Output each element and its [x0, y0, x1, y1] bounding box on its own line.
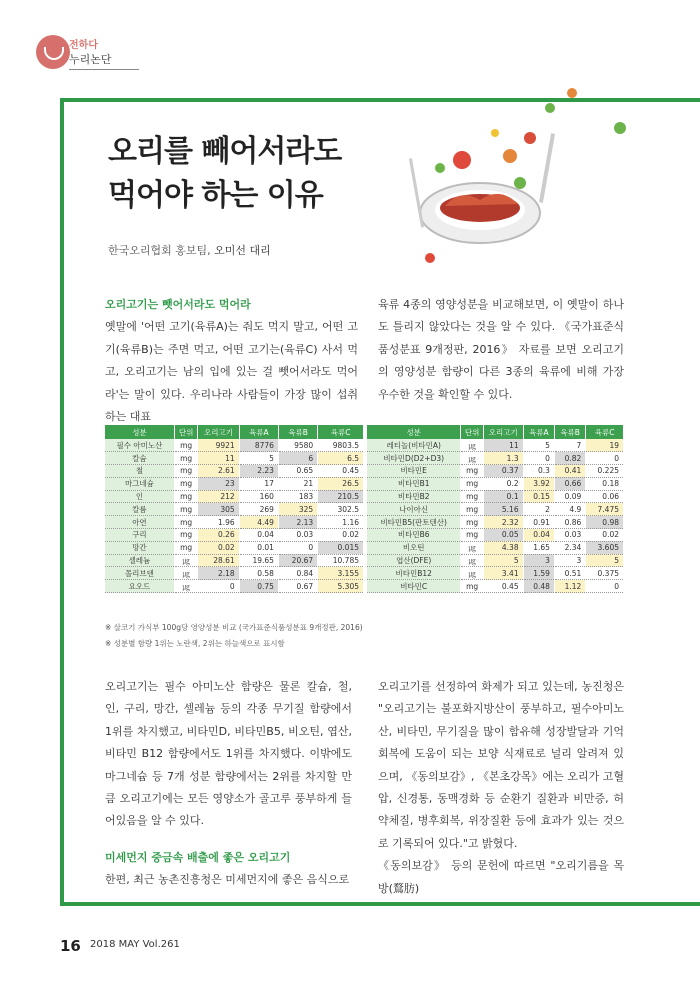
value-cell: 0.02 — [198, 541, 239, 554]
nutrient-name: 비타민E — [367, 465, 461, 478]
value-cell: 0.41 — [554, 465, 585, 478]
value-cell: 0.37 — [483, 465, 523, 478]
value-cell: 0.1 — [483, 490, 523, 503]
value-cell: 183 — [278, 490, 317, 503]
table-header-row — [367, 425, 624, 439]
nutrient-name: 몰리브덴 — [105, 567, 174, 580]
value-cell: 212 — [198, 490, 239, 503]
value-cell: 269 — [239, 503, 278, 516]
column-header: 육류A — [523, 425, 554, 439]
subheading-1: 오리고기는 뺏어서라도 먹어라 — [105, 298, 251, 311]
value-cell: 0 — [278, 541, 317, 554]
unit-cell: mg — [174, 541, 198, 554]
duck-dish-illustration — [400, 68, 700, 278]
value-cell: 5 — [483, 554, 523, 567]
unit-cell: mg — [174, 452, 198, 465]
value-cell: 1.96 — [198, 516, 239, 529]
column-header: 육류A — [239, 425, 278, 439]
value-cell: 9580 — [278, 439, 317, 452]
table-row — [367, 503, 624, 516]
value-cell: 0.45 — [483, 580, 523, 593]
table-row — [105, 465, 364, 478]
title-line-1: 오리를 빼어서라도 — [108, 134, 342, 169]
value-cell: 11 — [483, 439, 523, 452]
value-cell: 305 — [198, 503, 239, 516]
paragraph-4: 한편, 최근 농촌진흥청은 미세먼지에 좋은 음식으로 — [105, 873, 350, 887]
unit-cell: mg — [174, 516, 198, 529]
article-title — [108, 130, 341, 218]
nutrient-name: 비오틴 — [367, 541, 461, 554]
value-cell: 3 — [523, 554, 554, 567]
nutrient-name: 비타민B5(판토텐산) — [367, 516, 461, 529]
value-cell: 2.32 — [483, 516, 523, 529]
paragraph-2: 육류 4종의 영양성분을 비교해보면, 이 옛말이 하나도 틀리지 않았다는 것을 알 수 있다. 《국가표준식품성분표 9개정판, 2016》 자료를 보면 오리고기의 영양성분 함량이 다른 3종의 육류에 비해 가장 우수한 것을 확인할 수 있다. — [378, 298, 624, 401]
unit-cell: ㎍ — [461, 541, 484, 554]
value-cell: 2.61 — [198, 465, 239, 478]
nutrition-table-left — [105, 425, 364, 593]
value-cell: 0.2 — [483, 477, 523, 490]
nutrient-name: 셀레늄 — [105, 554, 174, 567]
value-cell: 0.09 — [554, 490, 585, 503]
value-cell: 19 — [586, 439, 624, 452]
unit-cell: mg — [174, 465, 198, 478]
nutrient-name: 비타민B2 — [367, 490, 461, 503]
value-cell: 2.34 — [554, 541, 585, 554]
section-label: 누리논단 — [69, 51, 139, 70]
table-row — [105, 439, 364, 452]
table-row — [367, 541, 624, 554]
value-cell: 5 — [523, 439, 554, 452]
unit-cell: ㎍ — [461, 554, 484, 567]
value-cell: 5.16 — [483, 503, 523, 516]
table-row — [105, 452, 364, 465]
value-cell: 19.65 — [239, 554, 278, 567]
column-4 — [378, 676, 624, 900]
nutrient-name: 칼륨 — [105, 503, 174, 516]
value-cell: 5 — [586, 554, 624, 567]
table-row — [105, 580, 364, 593]
nutrient-name: 아연 — [105, 516, 174, 529]
value-cell: 1.16 — [318, 516, 364, 529]
value-cell: 9921 — [198, 439, 239, 452]
value-cell: 0.75 — [239, 580, 278, 593]
subheading-2: 미세먼지 중금속 배출에 좋은 오리고기 — [105, 850, 291, 864]
value-cell: 3.155 — [318, 567, 364, 580]
unit-cell: mg — [461, 503, 484, 516]
author-name: 오미선 대리 — [214, 244, 271, 257]
nutrient-name: 비타민D(D2+D3) — [367, 452, 461, 465]
nutrient-name: 망간 — [105, 541, 174, 554]
unit-cell: mg — [174, 529, 198, 542]
value-cell: 0.375 — [586, 567, 624, 580]
value-cell: 0.03 — [554, 529, 585, 542]
value-cell: 1.59 — [523, 567, 554, 580]
value-cell: 0.66 — [554, 477, 585, 490]
nutrition-table-right — [367, 425, 624, 593]
nutrient-name: 비타민B1 — [367, 477, 461, 490]
value-cell: 3.92 — [523, 477, 554, 490]
column-header: 육류B — [278, 425, 317, 439]
value-cell: 0.3 — [523, 465, 554, 478]
table-row — [367, 452, 624, 465]
value-cell: 0.48 — [523, 580, 554, 593]
value-cell: 1.12 — [554, 580, 585, 593]
value-cell: 10.785 — [318, 554, 364, 567]
value-cell: 0.58 — [239, 567, 278, 580]
paragraph-3: 오리고기는 필수 아미노산 함량은 물론 칼슘, 철, 인, 구리, 망간, 셀레늄 등의 각종 무기질 함량에서 1위를 차지했고, 비타민D, 비타민B5, 비오틴, 엽산, 비타민 B12 함량에서도 1위를 차지했다. 이밖에도 마그네슘 등 7개 성분 함량에서는 2위를 차지할 만큼 오리고기에는 모든 영양소가 골고루 풍부하게 들어있음을 알 수 있다. — [105, 680, 352, 828]
table-row — [105, 529, 364, 542]
value-cell: 2 — [523, 503, 554, 516]
column-header: 성분 — [367, 425, 461, 439]
table-row — [105, 503, 364, 516]
value-cell: 0.65 — [278, 465, 317, 478]
title-line-2: 먹어야 하는 이유 — [108, 178, 323, 213]
value-cell: 3.41 — [483, 567, 523, 580]
value-cell: 0.04 — [239, 529, 278, 542]
value-cell: 0 — [198, 580, 239, 593]
value-cell: 0.91 — [523, 516, 554, 529]
value-cell: 6.5 — [318, 452, 364, 465]
paragraph-5: 오리고기를 선정하여 화제가 되고 있는데, 농진청은 "오리고기는 불포화지방산이 풍부하고, 필수아미노산, 비타민, 무기질을 많이 함유해 성장발달과 기억회복에 도움이 되는 보양 식재료로 널리 알려져 있으며, 《동의보감》, 《본초강목》에는 오리가 고혈압, 신경통, 동맥경화 등 순환기 질환과 비만증, 허약체질, 병후회복, 위장질환 등에 효과가 있는 것으로 기록되어 있다."고 밝혔다. — [378, 680, 624, 850]
column-header: 성분 — [105, 425, 174, 439]
value-cell: 5 — [239, 452, 278, 465]
nutrient-name: 비타민B12 — [367, 567, 461, 580]
column-header: 육류C — [586, 425, 624, 439]
value-cell: 3 — [554, 554, 585, 567]
value-cell: 5.305 — [318, 580, 364, 593]
value-cell: 160 — [239, 490, 278, 503]
value-cell: 20.67 — [278, 554, 317, 567]
nutrient-name: 철 — [105, 465, 174, 478]
table-row — [367, 554, 624, 567]
value-cell: 0.67 — [278, 580, 317, 593]
issue-label: 2018 MAY Vol.261 — [90, 939, 180, 950]
value-cell: 210.5 — [318, 490, 364, 503]
value-cell: 1.65 — [523, 541, 554, 554]
unit-cell: ㎍ — [461, 567, 484, 580]
paragraph-1: 옛말에 '어떤 고기(육류A)는 줘도 먹지 말고, 어떤 고기(육류B)는 주면 먹고, 어떤 고기는(육류C) 사서 먹고, 오리고기는 남의 입에 있는 걸 뺏어서라도 먹어라'는 말이 있다. 우리나라 사람들이 가장 많이 섭취하는 대표 — [105, 320, 358, 424]
category-label: 전하다 — [69, 40, 98, 51]
nutrient-name: 엽산(DFE) — [367, 554, 461, 567]
unit-cell: ㎍ — [461, 452, 484, 465]
table-row — [105, 554, 364, 567]
column-header: 오리고기 — [483, 425, 523, 439]
unit-cell: mg — [461, 529, 484, 542]
value-cell: 0.86 — [554, 516, 585, 529]
unit-cell: ㎍ — [461, 439, 484, 452]
value-cell: 0.18 — [586, 477, 624, 490]
column-header: 오리고기 — [198, 425, 239, 439]
nutrient-name: 필수 아미노산 — [105, 439, 174, 452]
unit-cell: mg — [174, 503, 198, 516]
column-header: 단위 — [461, 425, 484, 439]
value-cell: 0.98 — [586, 516, 624, 529]
table-row — [105, 516, 364, 529]
bowl-icon — [36, 35, 70, 69]
unit-cell: mg — [174, 490, 198, 503]
nutrient-name: 요오드 — [105, 580, 174, 593]
value-cell: 0.02 — [586, 529, 624, 542]
unit-cell: mg — [461, 465, 484, 478]
unit-cell: mg — [461, 490, 484, 503]
value-cell: 4.9 — [554, 503, 585, 516]
value-cell: 21 — [278, 477, 317, 490]
table-row — [367, 529, 624, 542]
table-row — [367, 567, 624, 580]
nutrient-name: 구리 — [105, 529, 174, 542]
value-cell: 17 — [239, 477, 278, 490]
table-row — [367, 477, 624, 490]
table-row — [367, 490, 624, 503]
value-cell: 0 — [523, 452, 554, 465]
value-cell: 7 — [554, 439, 585, 452]
value-cell: 9803.5 — [318, 439, 364, 452]
column-header: 육류C — [318, 425, 364, 439]
table-row — [105, 541, 364, 554]
value-cell: 0.04 — [523, 529, 554, 542]
table-header-row — [105, 425, 364, 439]
value-cell: 4.38 — [483, 541, 523, 554]
value-cell: 7.475 — [586, 503, 624, 516]
value-cell: 0 — [586, 452, 624, 465]
column-header: 단위 — [174, 425, 198, 439]
column-1 — [105, 294, 358, 428]
nutrient-name: 비타민B6 — [367, 529, 461, 542]
column-header: 육류B — [554, 425, 585, 439]
value-cell: 23 — [198, 477, 239, 490]
value-cell: 325 — [278, 503, 317, 516]
unit-cell: ㎍ — [174, 580, 198, 593]
author-org: 한국오리협회 홍보팀, — [108, 244, 215, 257]
nutrient-name: 마그네슘 — [105, 477, 174, 490]
nutrient-name: 나이아신 — [367, 503, 461, 516]
value-cell: 0.82 — [554, 452, 585, 465]
value-cell: 26.5 — [318, 477, 364, 490]
page-number: 16 — [60, 937, 81, 955]
value-cell: 0.06 — [586, 490, 624, 503]
unit-cell: ㎍ — [174, 567, 198, 580]
unit-cell: mg — [461, 477, 484, 490]
column-3 — [105, 676, 352, 892]
nutrient-name: 칼슘 — [105, 452, 174, 465]
unit-cell: mg — [461, 516, 484, 529]
value-cell: 0.84 — [278, 567, 317, 580]
value-cell: 0.15 — [523, 490, 554, 503]
table-note-1: ※ 살코기 가식부 100g당 영양성분 비교 (국가표준식품성분표 9개정판, 2016) — [105, 623, 363, 632]
nutrient-name: 비타민C — [367, 580, 461, 593]
value-cell: 0.26 — [198, 529, 239, 542]
author-line — [108, 242, 271, 258]
value-cell: 2.23 — [239, 465, 278, 478]
unit-cell: mg — [174, 477, 198, 490]
value-cell: 1.3 — [483, 452, 523, 465]
table-note-2: ※ 성분별 함량 1위는 노란색, 2위는 하늘색으로 표시함 — [105, 639, 285, 648]
value-cell: 28.61 — [198, 554, 239, 567]
value-cell: 0.05 — [483, 529, 523, 542]
unit-cell: mg — [461, 580, 484, 593]
column-2 — [378, 294, 624, 406]
table-row — [367, 465, 624, 478]
value-cell: 302.5 — [318, 503, 364, 516]
nutrient-name: 인 — [105, 490, 174, 503]
value-cell: 0.51 — [554, 567, 585, 580]
unit-cell: ㎍ — [174, 554, 198, 567]
value-cell: 4.49 — [239, 516, 278, 529]
value-cell: 0 — [586, 580, 624, 593]
table-row — [105, 567, 364, 580]
nutrient-name: 레티놀(비타민A) — [367, 439, 461, 452]
table-row — [105, 490, 364, 503]
value-cell: 6 — [278, 452, 317, 465]
value-cell: 0.225 — [586, 465, 624, 478]
value-cell: 11 — [198, 452, 239, 465]
value-cell: 0.015 — [318, 541, 364, 554]
value-cell: 2.13 — [278, 516, 317, 529]
table-row — [367, 580, 624, 593]
value-cell: 0.01 — [239, 541, 278, 554]
value-cell: 8776 — [239, 439, 278, 452]
value-cell: 0.02 — [318, 529, 364, 542]
table-row — [367, 516, 624, 529]
table-row — [367, 439, 624, 452]
value-cell: 0.03 — [278, 529, 317, 542]
value-cell: 0.45 — [318, 465, 364, 478]
value-cell: 3.605 — [586, 541, 624, 554]
paragraph-6: 《동의보감》 등의 문헌에 따르면 "오리기름을 목방(鶩肪) — [378, 859, 624, 895]
unit-cell: mg — [174, 439, 198, 452]
value-cell: 2.18 — [198, 567, 239, 580]
table-row — [105, 477, 364, 490]
